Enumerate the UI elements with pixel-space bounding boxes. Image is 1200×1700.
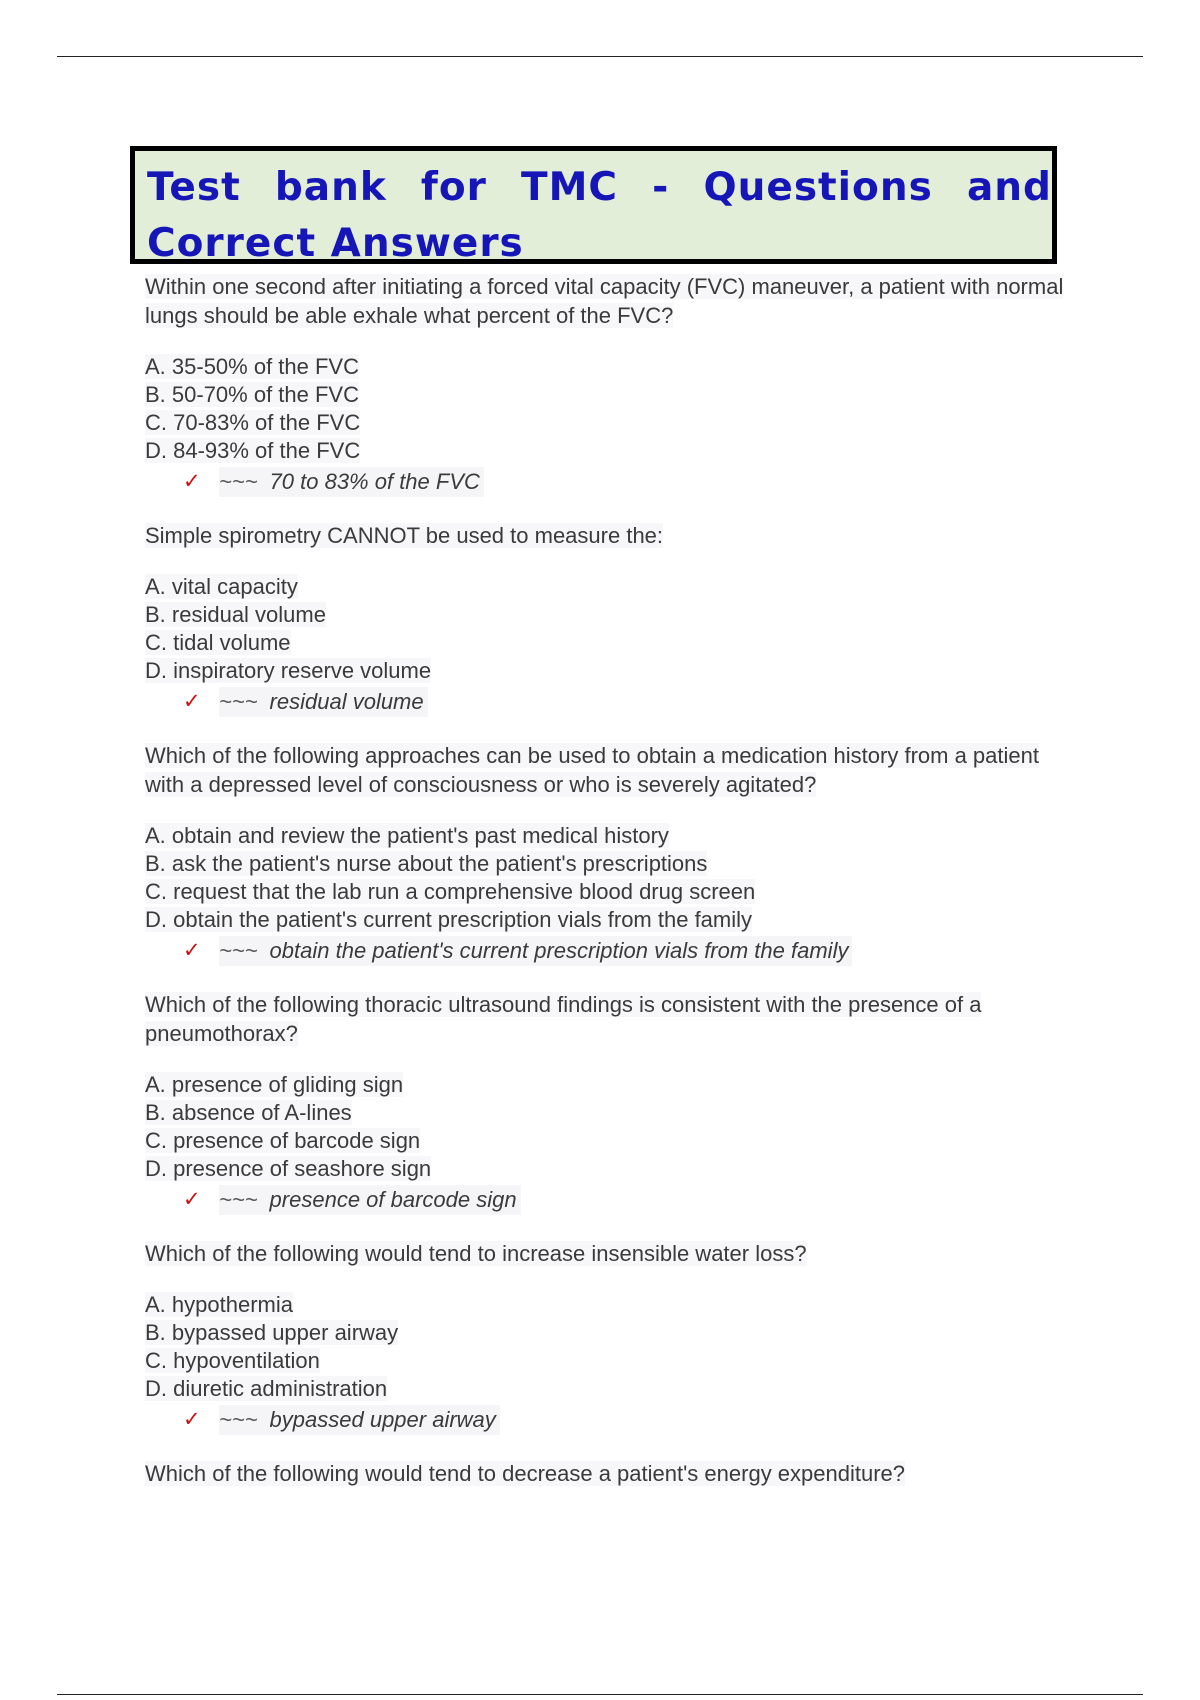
option-list [145,1071,1065,1183]
answer-prefix: ~~~ [219,1407,258,1432]
title-word: TMC [521,165,619,210]
option-item: D. presence of seashore sign [145,1156,432,1181]
answer-line [183,687,1065,717]
option-list [145,573,1065,685]
option-item: A. vital capacity [145,574,298,599]
title-word: and [966,165,1052,210]
option-list [145,822,1065,934]
answer-prefix: ~~~ [219,1187,258,1212]
title-word: - [652,165,670,210]
page-top-rule [57,56,1143,57]
page-title [147,160,1052,272]
answer-text: bypassed upper airway [269,1407,496,1432]
title-word: Test [147,165,241,210]
question-block [145,741,1065,966]
answer-text: presence of barcode sign [269,1187,517,1212]
answer-text: obtain the patient's current prescription vials from the family [269,938,849,963]
answer-prefix: ~~~ [219,938,258,963]
option-item: D. inspiratory reserve volume [145,658,432,683]
answer-text: 70 to 83% of the FVC [269,469,480,494]
option-item: A. hypothermia [145,1292,293,1317]
answer-text: residual volume [269,689,424,714]
answer-prefix: ~~~ [219,689,258,714]
option-item: B. residual volume [145,602,326,627]
title-line-2: Correct Answers [147,221,524,266]
question-block [145,1459,1065,1488]
option-item: C. request that the lab run a comprehensive blood drug screen [145,879,756,904]
option-item: C. presence of barcode sign [145,1128,421,1153]
page-bottom-rule [57,1694,1143,1695]
question-text: Which of the following would tend to decrease a patient's energy expenditure? [145,1461,906,1486]
question-block [145,1239,1065,1435]
option-list [145,353,1065,465]
option-item: D. obtain the patient's current prescription vials from the family [145,907,753,932]
option-item: A. 35-50% of the FVC [145,354,359,379]
option-item: D. diuretic administration [145,1376,388,1401]
option-item: B. bypassed upper airway [145,1320,399,1345]
checkmark-icon: ✓ [183,939,201,962]
title-word: for [420,165,487,210]
title-word: Questions [703,165,933,210]
option-item: B. 50-70% of the FVC [145,382,359,407]
checkmark-icon: ✓ [183,1188,201,1211]
option-item: D. 84-93% of the FVC [145,438,361,463]
question-text: Which of the following would tend to increase insensible water loss? [145,1241,807,1266]
option-item: B. absence of A-lines [145,1100,352,1125]
question-text: Within one second after initiating a forced vital capacity (FVC) maneuver, a patient with normal lungs should be able exhale what percent of the FVC? [145,274,1064,328]
option-list [145,1291,1065,1403]
checkmark-icon: ✓ [183,690,201,713]
option-item: C. hypoventilation [145,1348,320,1373]
question-text: Simple spirometry CANNOT be used to measure the: [145,523,664,548]
title-box [130,146,1057,264]
question-block [145,521,1065,717]
title-line-1 [147,160,1052,216]
checkmark-icon: ✓ [183,470,201,493]
answer-line [183,1405,1065,1435]
question-block [145,272,1065,497]
option-item: A. obtain and review the patient's past medical history [145,823,669,848]
question-block [145,990,1065,1215]
option-item: A. presence of gliding sign [145,1072,404,1097]
option-item: B. ask the patient's nurse about the patient's prescriptions [145,851,708,876]
checkmark-icon: ✓ [183,1408,201,1431]
question-text: Which of the following approaches can be used to obtain a medication history from a patient with a depressed level of consciousness or who is severely agitated? [145,743,1039,797]
answer-line [183,467,1065,497]
answer-line [183,1185,1065,1215]
question-text: Which of the following thoracic ultrasound findings is consistent with the presence of a pneumothorax? [145,992,982,1046]
answer-line [183,936,1065,966]
question-list [145,272,1065,1512]
option-item: C. tidal volume [145,630,291,655]
option-item: C. 70-83% of the FVC [145,410,361,435]
title-word: bank [274,165,387,210]
answer-prefix: ~~~ [219,469,258,494]
